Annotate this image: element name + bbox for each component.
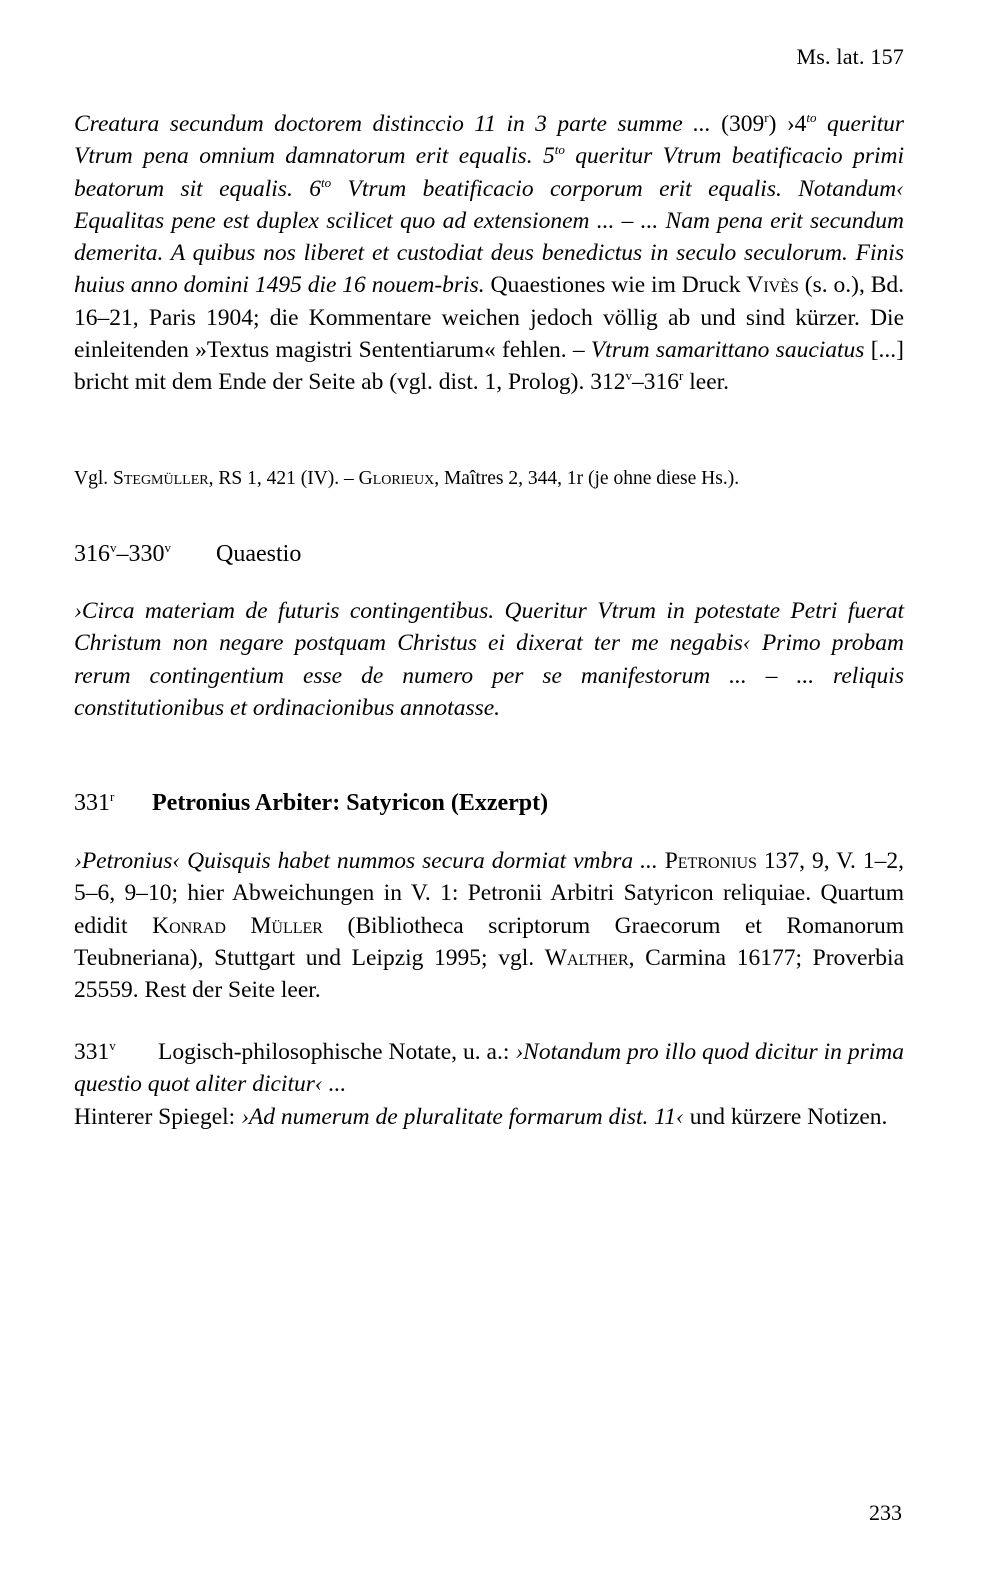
- folio-number: 331$^r$: [74, 789, 115, 816]
- description-text: [658, 848, 665, 874]
- page-number: 233: [869, 1500, 902, 1525]
- explicit-text: Vtrum beatificacio corporum erit equalis. Notandum‹ Equalitas pene est duplex scilicet quo ad extensionem ... – ... Nam pena erit secundum demerita. A quibus nos liberet et custodiat deus benedictus in seculo seculorum. Finis huius anno domini 1495 die 16 nouem-bris.: [74, 175, 904, 299]
- section-title: Quaestio: [216, 541, 302, 567]
- folio-number: 331$^v$: [74, 1038, 116, 1065]
- section-title: Petronius Arbiter: Satyricon (Exzerpt): [152, 790, 549, 816]
- description-text: Quaestiones wie im Druck: [484, 272, 747, 299]
- bibliography-line: [74, 464, 914, 494]
- folio-ref-sup: r: [764, 110, 769, 125]
- incipit-text: Creatura secundum doctorem distinccio 11 in 3 parte summe ...: [74, 111, 711, 137]
- description-text: (Bibliotheca scriptorum Graecorum et Romanorum Teubneriana), Stuttgart und Leipzig 1995; vgl.: [74, 912, 904, 971]
- quaestio-number-sup: to: [320, 174, 332, 190]
- editor-name: Konrad Müller: [152, 912, 323, 939]
- quaestio-text: queritur Vtrum beatificacio primi beatorum sit equalis. 6: [74, 143, 904, 202]
- incipit-text: ›Notandum pro illo quod dicitur in prima questio quot aliter dicitur‹ ...: [74, 1039, 905, 1098]
- incipit-text: ›Petronius‹ Quisquis habet nummos secura dormiat vmbra ...: [74, 848, 658, 874]
- description-text: –316: [632, 369, 680, 396]
- description-text: Hinterer Spiegel:: [74, 1103, 242, 1130]
- bib-text: , RS 1, 421 (IV). –: [208, 468, 359, 489]
- description-text: Logisch-philosophische Notate, u. a.:: [158, 1039, 516, 1065]
- bib-text: , Maîtres 2, 344, 1r (je ohne diese Hs.).: [434, 468, 740, 489]
- description-text: [...] bricht mit dem Ende der Seite ab (vgl. dist. 1, Prolog). 312: [74, 337, 904, 396]
- petronius-text-block: [74, 845, 904, 1006]
- author-name: Walther: [544, 944, 629, 971]
- bib-text: Vgl.: [74, 468, 113, 489]
- description-text: und kürzere Notizen.: [683, 1103, 888, 1130]
- quaestio-incipit-explicit: ›Circa materiam de futuris contingentibus. Queritur Vtrum in potestate Petri fuerat Christum non negare postquam Christus ei dixerat ter me negabis‹ Primo probam rerum contingentium esse de numero per se manifestorum ... – ... reliquis constitutionibus et ordinacionibus annotasse.: [74, 598, 904, 721]
- author-name: Petronius: [664, 848, 757, 874]
- description-text: leer.: [683, 369, 730, 396]
- folio-ref: (309: [710, 111, 765, 137]
- entry-text-continuation: [74, 108, 904, 399]
- quaestio-text: queritur Vtrum pena omnium damnatorum erit equalis. 5: [74, 111, 905, 170]
- description-text: 137, 9, V. 1–2, 5–6, 9–10; hier Abweichungen in V. 1: Petronii Arbitri Satyricon reliquiae. Quartum edidit: [74, 848, 905, 939]
- folio-sup: v: [625, 368, 633, 384]
- quaestio-text-block: [74, 595, 904, 724]
- folio-range: 316$^v$–330$^v$: [74, 540, 171, 567]
- incipit-text: ›Ad numerum de pluralitate formarum dist. 11‹: [241, 1103, 684, 1130]
- section-heading-quaestio: [74, 538, 301, 570]
- incipit-text: Vtrum samarittano sauciatus: [590, 337, 865, 364]
- quaestio-number: ) ›4: [768, 111, 807, 137]
- notate-text-block: [74, 1036, 904, 1133]
- section-heading-petronius: [74, 787, 548, 819]
- running-head: Ms. lat. 157: [796, 44, 904, 69]
- folio-sup: r: [679, 368, 684, 384]
- author-name: Stegmüller: [113, 468, 209, 489]
- description-text: (s. o.), Bd. 16–21, Paris 1904; die Kommentare weichen jedoch völlig ab und sind kürzer. Die einleitenden »Textus magistri Sententiarum« fehlen. –: [74, 272, 905, 364]
- description-text: , Carmina 16177; Proverbia 25559. Rest der Seite leer.: [74, 944, 905, 1004]
- author-name: Glorieux: [358, 468, 435, 489]
- author-name: Vivès: [746, 272, 799, 299]
- quaestio-number-sup: to: [554, 142, 565, 158]
- quaestio-number-sup: to: [806, 110, 817, 125]
